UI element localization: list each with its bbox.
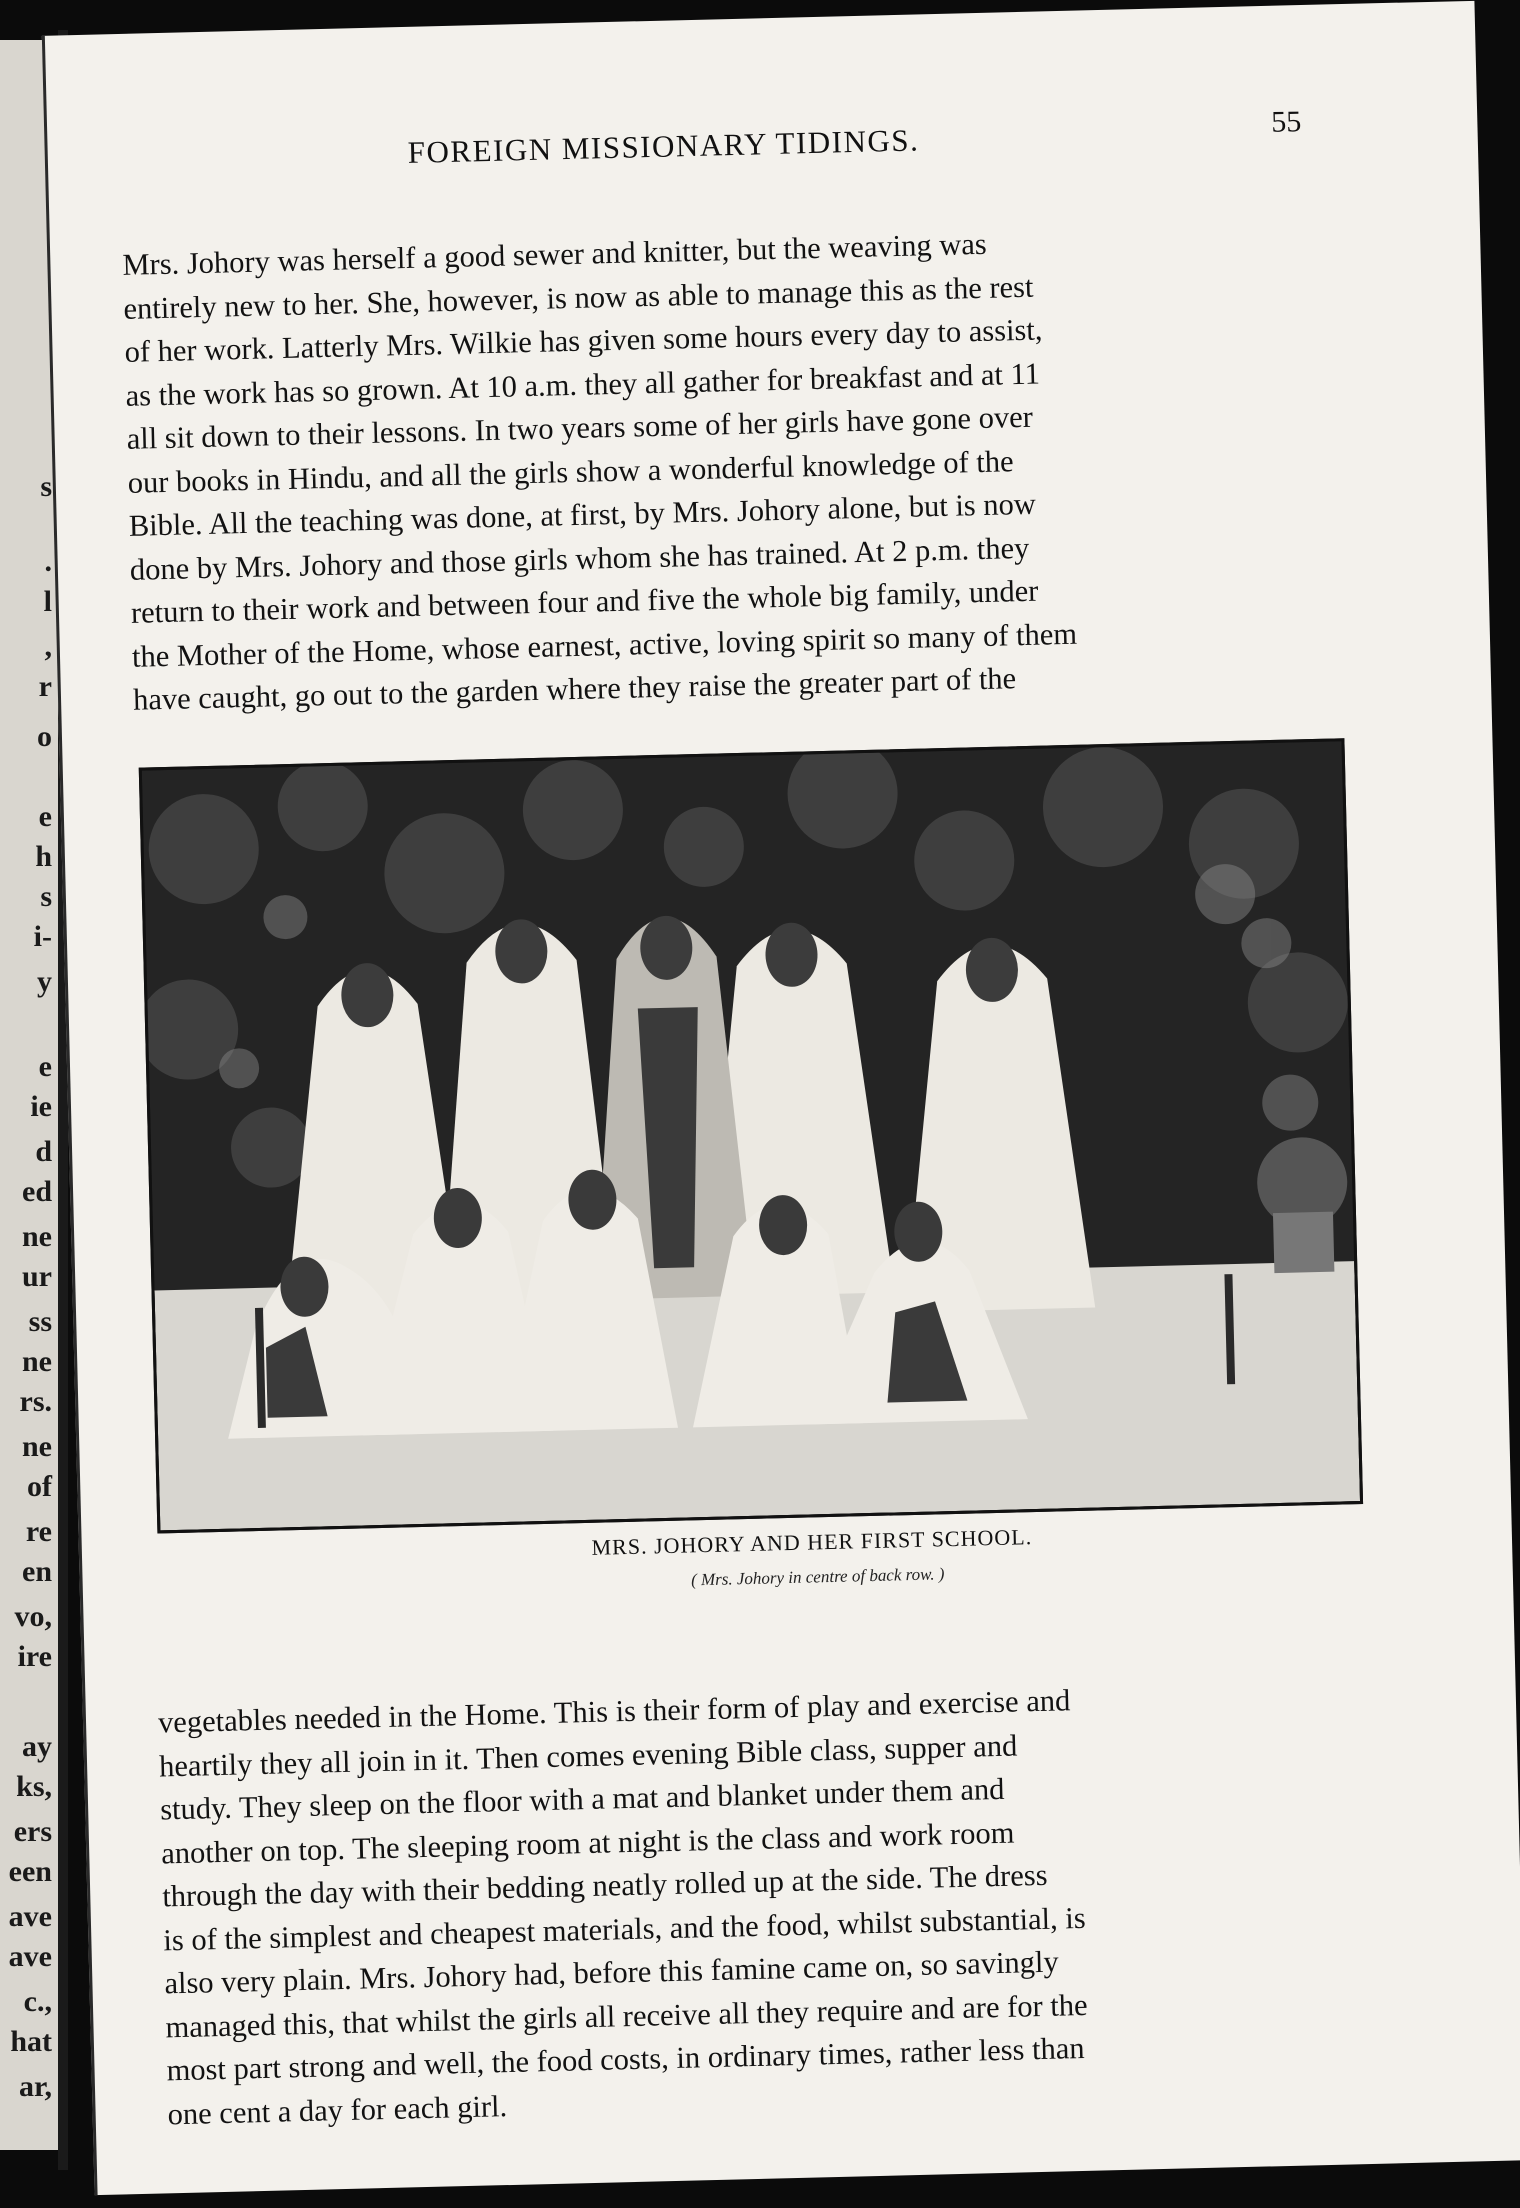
text-line: another on top. The sleeping room at night is the class and work room: [160, 1815, 1015, 1870]
facing-page-fragment: ave: [8, 1940, 52, 1973]
facing-page-fragment: re: [25, 1515, 52, 1548]
facing-page-fragment: o: [37, 720, 52, 753]
facing-page-fragment: s: [40, 880, 52, 913]
text-line: most part strong and well, the food costs, in ordinary times, rather less than: [166, 2030, 1085, 2088]
facing-page-fragment: en: [22, 1555, 52, 1588]
paragraph-bottom: [158, 1672, 1374, 2136]
text-line: of her work. Latterly Mrs. Wilkie has given some hours every day to assist,: [124, 312, 1043, 369]
facing-page-fragment: e: [38, 800, 52, 833]
text-line: Bible. All the teaching was done, at first, by Mrs. Johory alone, but is now: [128, 486, 1037, 543]
facing-page-fragment: s: [40, 470, 52, 503]
facing-page-fragment: ne: [22, 1220, 52, 1253]
facing-page-fragment: i-: [33, 920, 52, 953]
paragraph-top: [122, 214, 1339, 722]
running-title: FOREIGN MISSIONARY TIDINGS.: [407, 122, 920, 170]
facing-page-fragment: ar,: [18, 2070, 52, 2103]
facing-page-fragment: c.,: [23, 1985, 52, 2018]
text-line: our books in Hindu, and all the girls show a wonderful knowledge of the: [127, 443, 1014, 500]
text-line: have caught, go out to the garden where they raise the greater part of the: [132, 661, 1017, 717]
facing-page-fragment: .: [44, 545, 52, 578]
facing-page-fragment: d: [35, 1135, 52, 1168]
facing-page-fragment: ay: [22, 1730, 52, 1763]
facing-page-fragment: ss: [28, 1305, 52, 1338]
caption-title: MRS. JOHORY AND HER FIRST SCHOOL.: [591, 1524, 1033, 1560]
text-line: the Mother of the Home, whose earnest, active, loving spirit so many of them: [131, 616, 1078, 674]
text-line: heartily they all join in it. Then comes evening Bible class, supper and: [158, 1728, 1018, 1783]
photograph-illustration: [142, 741, 1360, 1530]
caption-subtitle: ( Mrs. Johory in centre of back row. ): [690, 1564, 945, 1590]
facing-page-fragment: hat: [10, 2025, 52, 2058]
text-line: one cent a day for each girl.: [167, 2088, 508, 2131]
text-line: through the day with their bedding neatly rolled up at the side. The dress: [161, 1857, 1048, 1914]
facing-page-fragment: ave: [8, 1900, 52, 1933]
facing-page-fragment: ie: [30, 1090, 52, 1123]
facing-page-fragment: ne: [22, 1430, 52, 1463]
facing-page-fragment: ed: [22, 1175, 52, 1208]
text-line: all sit down to their lessons. In two years some of her girls have gone over: [126, 399, 1034, 456]
group-photograph: [139, 738, 1363, 1533]
facing-page-fragment: ne: [22, 1345, 52, 1378]
page-header: [47, 101, 1478, 196]
facing-page-fragment: r: [38, 670, 52, 703]
facing-page-fragment: of: [27, 1470, 52, 1503]
book-page: [42, 1, 1520, 2195]
facing-page-fragment: y: [37, 965, 52, 998]
facing-page-fragment: h: [35, 840, 52, 873]
text-line: study. They sleep on the floor with a mat and blanket under them and: [159, 1771, 1005, 1827]
text-line: also very plain. Mrs. Johory had, before this famine came on, so savingly: [164, 1944, 1060, 2001]
facing-page-fragment: vo,: [14, 1600, 52, 1633]
facing-page-fragment: ks,: [16, 1770, 52, 1803]
facing-page-fragment: een: [8, 1855, 52, 1888]
facing-page-fragment: ers: [13, 1815, 52, 1848]
text-line: vegetables needed in the Home. This is their form of play and exercise and: [157, 1683, 1071, 1740]
facing-page-fragment: e: [38, 1050, 52, 1083]
text-line: as the work has so grown. At 10 a.m. they all gather for breakfast and at 11: [125, 356, 1041, 413]
facing-page-fragment: ,: [44, 630, 52, 663]
text-line: Mrs. Johory was herself a good sewer and knitter, but the weaving was: [122, 226, 988, 282]
text-line: managed this, that whilst the girls all receive all they require and are for the: [165, 1987, 1088, 2044]
facing-page-fragment: l: [43, 585, 52, 618]
text-line: return to their work and between four and five the whole big family, under: [130, 573, 1039, 630]
facing-page-fragment: ire: [17, 1640, 52, 1673]
facing-page-fragment: rs.: [19, 1385, 52, 1418]
text-line: is of the simplest and cheapest materials, and the food, whilst substantial, is: [162, 1900, 1086, 1957]
text-line: done by Mrs. Johory and those girls whom she has trained. At 2 p.m. they: [129, 530, 1030, 587]
facing-page-fragment: ur: [22, 1260, 52, 1293]
text-line: entirely new to her. She, however, is now as able to manage this as the rest: [123, 269, 1034, 326]
page-number: 55: [1270, 105, 1302, 139]
